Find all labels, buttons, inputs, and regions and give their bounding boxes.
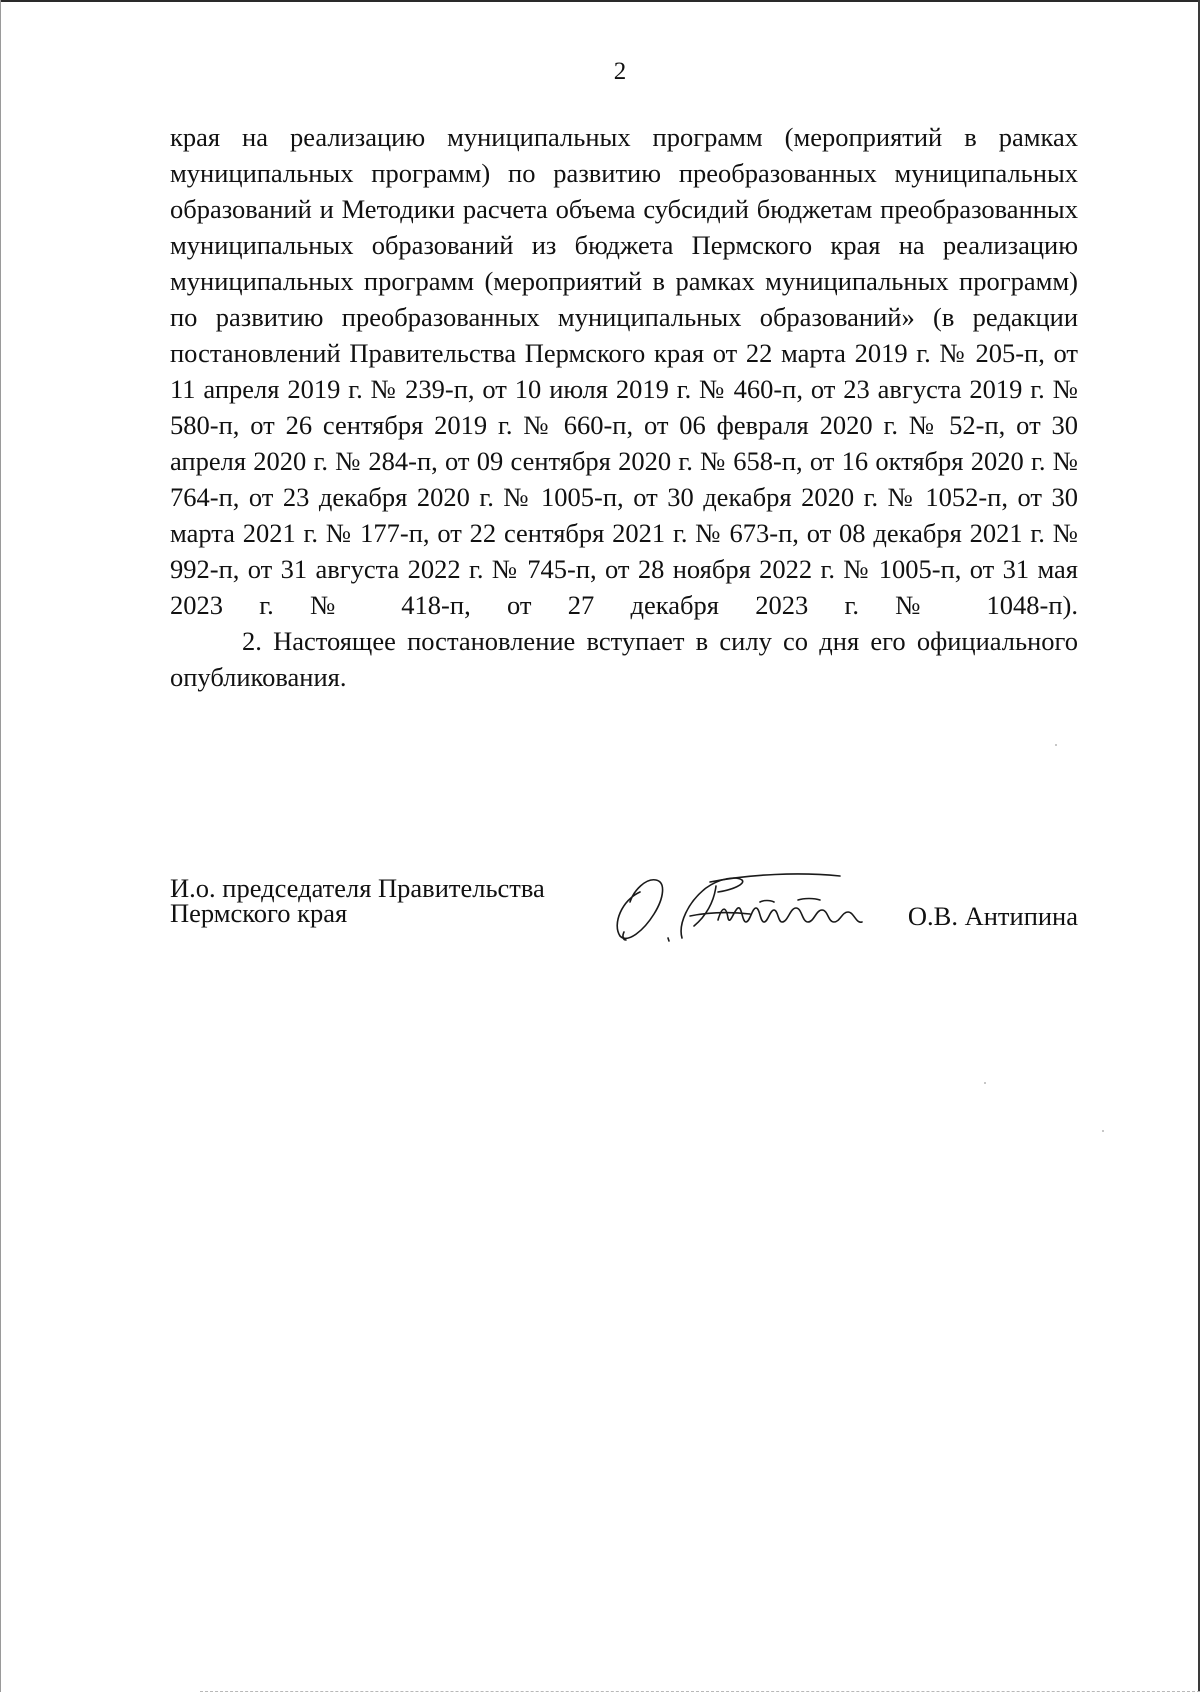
signatory-name: О.В. Антипина — [907, 901, 1078, 931]
paragraph-amendments: края на реализацию муниципальных программ (мероприятий в рамках муниципальных программ) по развитию преобразованных муниципальных образований и Методики расчета объема субсидий бюджетам преобразованных муниципальных образований из бюджета Пермского края на реализацию муниципальных программ (мероприятий в рамках муниципальных программ) по развитию преобразованных муниципальных образований» (в редакции постановлений Правительства Пермского края от 22 марта 2019 г. № 205-п, от 11 апреля 2019 г. № 239-п, от 10 июля 2019 г. № 460-п, от 23 августа 2019 г. № 580-п, от 26 сентября 2019 г. № 660-п, от 06 февраля 2020 г. № 52-п, от 30 апреля 2020 г. № 284-п, от 09 сентября 2020 г. № 658-п, от 16 октября 2020 г. № 764-п, от 23 декабря 2020 г. № 1005-п, от 30 декабря 2020 г. № 1052-п, от 30 марта 2021 г. № 177-п, от 22 сентября 2021 г. № 673-п, от 08 декабря 2021 г. № 992-п, от 31 августа 2022 г. № 745-п, от 28 ноября 2022 г. № 1005-п, от 31 мая 2023 г. № 418-п, от 27 декабря 2023 г. № 1048-п). — [170, 122, 1078, 620]
paragraph-effective-date: 2. Настоящее постановление вступает в силу со дня его официального опубликования. — [170, 626, 1078, 692]
scan-edge-top — [0, 0, 1200, 2]
signature-block — [170, 873, 1078, 956]
document-body — [170, 119, 1078, 695]
scan-speck — [1102, 1130, 1104, 1132]
signatory-title — [170, 873, 545, 928]
scan-speck — [1055, 744, 1057, 746]
handwritten-signature — [610, 872, 880, 944]
scan-edge-left — [0, 0, 1, 1692]
scan-speck — [984, 1082, 986, 1084]
page-number: 2 — [613, 58, 627, 85]
signatory-title-line2: Пермского края — [170, 898, 348, 928]
signatory-title-line1: И.о. председателя Правительства — [170, 873, 545, 903]
